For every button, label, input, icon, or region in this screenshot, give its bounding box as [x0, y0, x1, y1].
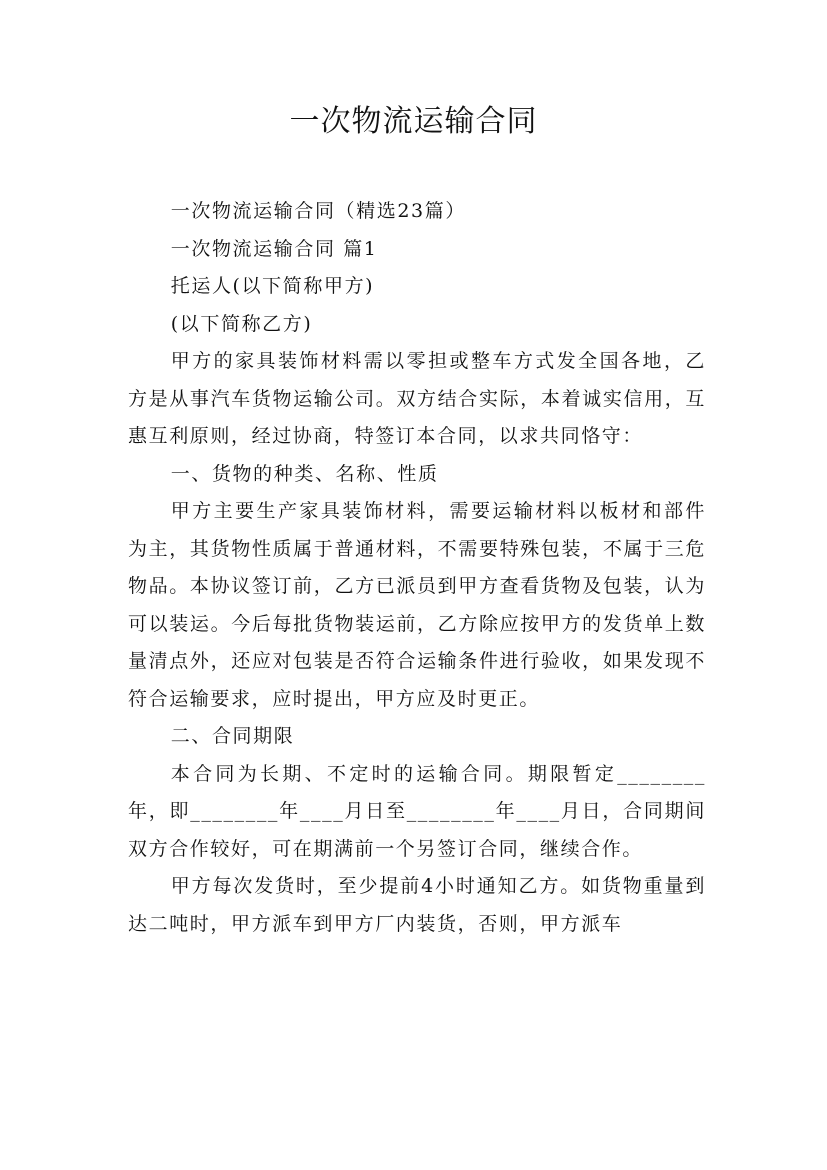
paragraph-subtitle: 一次物流运输合同（精选23篇） — [170, 200, 466, 222]
paragraph-carrier: (以下简称乙方) — [170, 312, 313, 335]
document-body — [128, 193, 706, 943]
paragraph-section-heading: 一次物流运输合同 篇1 — [170, 237, 378, 260]
document-title: 一次物流运输合同 — [289, 104, 538, 139]
clause-body-shipping: 甲方每次发货时，至少提前4小时通知乙方。如货物重量到达二吨时，甲方派车到甲方厂内装货，否则，甲方派车 — [128, 875, 706, 935]
paragraph-intro: 甲方的家具装饰材料需以零担或整车方式发全国各地，乙方是从事汽车货物运输公司。双方结合实际，本着诚实信用，互惠互利原则，经过协商，特签订本合同，以求共同恪守： — [128, 350, 706, 447]
clause-body-term: 本合同为长期、不定时的运输合同。期限暂定________年，即________年____月日至________年____月日，合同期间双方合作较好，可在期满前一个另签订合同，继续合作。 — [128, 762, 706, 860]
clause-heading-term: 二、合同期限 — [170, 725, 295, 747]
paragraph-consignor: 托运人(以下简称甲方) — [170, 275, 375, 297]
clause-body-goods: 甲方主要生产家具装饰材料，需要运输材料以板材和部件为主，其货物性质属于普通材料，不需要特殊包装，不属于三危物品。本协议签订前，乙方已派员到甲方查看货物及包装，认为可以装运。今后每批货物装运前，乙方除应按甲方的发货单上数量清点外，还应对包装是否符合运输条件进行验收，如果发现不符合运输要求，应时提出，甲方应及时更正。 — [128, 500, 706, 710]
clause-heading-goods: 一、货物的种类、名称、性质 — [170, 462, 439, 485]
